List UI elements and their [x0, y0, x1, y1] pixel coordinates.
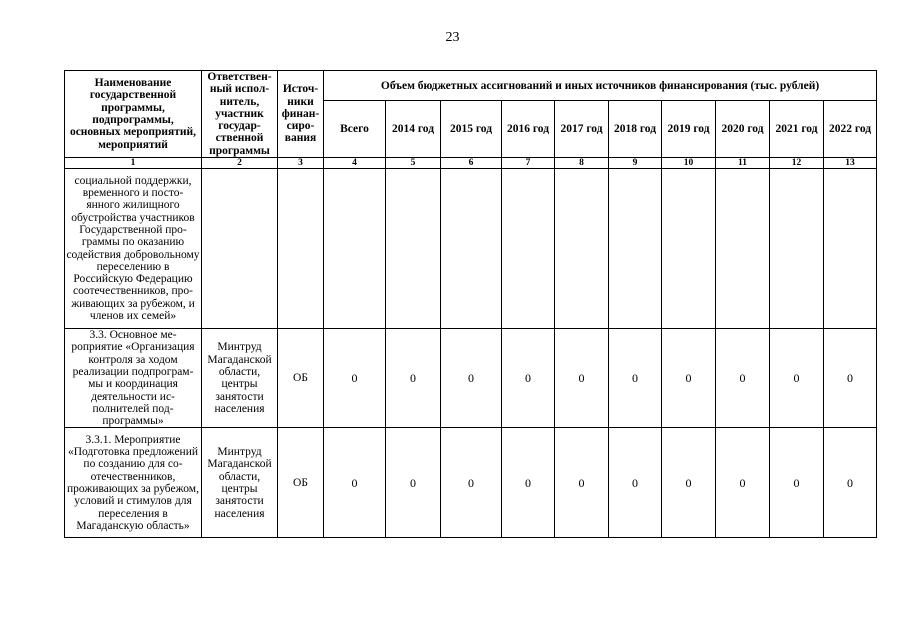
value-cell: 0 — [324, 329, 386, 428]
source-cell: ОБ — [278, 329, 324, 428]
page-number: 23 — [445, 30, 460, 45]
value-cell: 0 — [324, 428, 386, 538]
column-number: 3 — [278, 158, 324, 169]
table-row — [65, 428, 877, 538]
value-cell — [716, 169, 770, 329]
program-name-cell: 3.3. Основное ме-роприятие «Организация контроля за ходом реализации подпрограм-мы и координация деятельности ис-полнителей под-программы» — [65, 329, 202, 428]
value-cell — [441, 169, 502, 329]
value-cell: 0 — [770, 428, 824, 538]
column-number: 6 — [441, 158, 502, 169]
value-cell: 0 — [609, 428, 662, 538]
executor-cell: Минтруд Магаданской области, центры занятости населения — [202, 428, 278, 538]
header-year-2019: 2019 год — [662, 101, 716, 158]
value-cell — [770, 169, 824, 329]
header-year-2020: 2020 год — [716, 101, 770, 158]
value-cell: 0 — [716, 329, 770, 428]
budget-table — [64, 70, 877, 538]
header-year-2016: 2016 год — [502, 101, 555, 158]
header-total: Всего — [324, 101, 386, 158]
value-cell: 0 — [770, 329, 824, 428]
value-cell: 0 — [441, 428, 502, 538]
header-funding-volume: Объем бюджетных ассигнований и иных источников финансирования (тыс. рублей) — [324, 71, 877, 101]
table-row — [65, 169, 877, 329]
value-cell: 0 — [555, 428, 609, 538]
executor-cell — [202, 169, 278, 329]
header-program-name: Наименование государственной программы, подпрограммы, основных мероприятий, мероприятий — [65, 71, 202, 158]
value-cell: 0 — [502, 329, 555, 428]
value-cell: 0 — [386, 428, 441, 538]
column-number: 1 — [65, 158, 202, 169]
value-cell — [609, 169, 662, 329]
column-number: 12 — [770, 158, 824, 169]
value-cell — [386, 169, 441, 329]
column-number: 11 — [716, 158, 770, 169]
value-cell: 0 — [502, 428, 555, 538]
column-number: 5 — [386, 158, 441, 169]
value-cell: 0 — [609, 329, 662, 428]
value-cell — [324, 169, 386, 329]
column-number: 7 — [502, 158, 555, 169]
value-cell: 0 — [555, 329, 609, 428]
value-cell — [824, 169, 877, 329]
value-cell: 0 — [662, 329, 716, 428]
value-cell — [662, 169, 716, 329]
header-year-2014: 2014 год — [386, 101, 441, 158]
program-name-cell: 3.3.1. Мероприятие «Подготовка предложений по созданию для со-отечественников, проживающих за рубежом, условий и стимулов для переселения в Магаданскую область» — [65, 428, 202, 538]
table-row — [65, 329, 877, 428]
column-number: 4 — [324, 158, 386, 169]
header-year-2015: 2015 год — [441, 101, 502, 158]
value-cell: 0 — [386, 329, 441, 428]
value-cell: 0 — [716, 428, 770, 538]
executor-cell: Минтруд Магаданской области, центры занятости населения — [202, 329, 278, 428]
header-year-2017: 2017 год — [555, 101, 609, 158]
header-year-2021: 2021 год — [770, 101, 824, 158]
column-number: 2 — [202, 158, 278, 169]
column-number: 9 — [609, 158, 662, 169]
value-cell: 0 — [662, 428, 716, 538]
header-year-2018: 2018 год — [609, 101, 662, 158]
program-name-cell: социальной поддержки, временного и посто-янного жилищного обустройства участников Государственной про-граммы по оказанию содействия добровольному переселению в Российскую Федерацию соотечественников, про-живающих за рубежом, и членов их семей» — [65, 169, 202, 329]
source-cell: ОБ — [278, 428, 324, 538]
header-year-2022: 2022 год — [824, 101, 877, 158]
value-cell — [502, 169, 555, 329]
header-executor: Ответствен-ный испол-нитель, участник государ-ственной программы — [202, 71, 278, 158]
value-cell: 0 — [441, 329, 502, 428]
column-number: 10 — [662, 158, 716, 169]
column-number: 8 — [555, 158, 609, 169]
header-funding-source: Источ-ники финан-сиро-вания — [278, 71, 324, 158]
column-number: 13 — [824, 158, 877, 169]
value-cell: 0 — [824, 329, 877, 428]
value-cell — [555, 169, 609, 329]
source-cell — [278, 169, 324, 329]
value-cell: 0 — [824, 428, 877, 538]
